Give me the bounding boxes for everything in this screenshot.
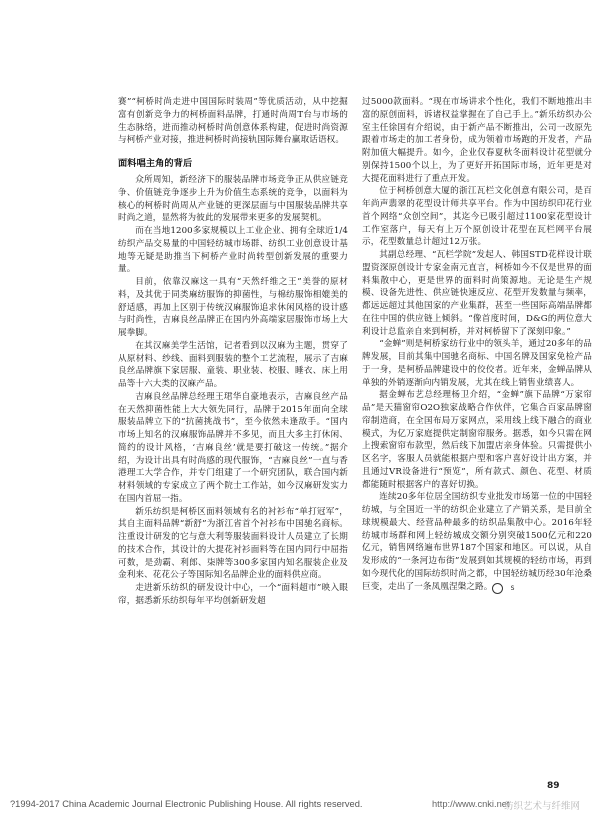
paragraph: 新乐纺织是柯桥区面料领域有名的衬衫布“单打冠军”，其自主面料品牌“新舒”为浙江省首个衬衫布中国驰名商标。注重设计研发的它与意大利等服装面料设计人员建立了长期的技术合作，其设计的大提花衬衫面料等在国内同行中屈指可数，是劲霸、利郎、柒牌等300多家国内知名服装企业及金利来、花花公子等国际知名品牌企业的面料供应商。 (118, 506, 348, 581)
paragraph: 而在当地1200多家规模以上工业企业、拥有全球近1/4纺织产品交易量的中国轻纺城市场群、纺织工业创意设计基地等无疑是助推当下柯桥产业时尚转型创新发展的重要力量。 (118, 226, 348, 275)
paragraph: 目前，依靠汉麻这一具有“天然纤维之王”美誉的原材料，及其优于同类麻纺服饰的抑菌性，与棉纺服饰相媲美的舒适感，再加上区别于传统汉麻服饰追求休闲风格的设计感与时尚性，吉麻良丝品牌正在国内外高端家居服饰市场上大展拳脚。 (118, 277, 348, 338)
paragraph: 在其汉麻美学生活馆，记者看到以汉麻为主题，贯穿了从原材料、纱线、面料到服装的整个工艺流程，展示了吉麻良丝品牌旗下家居服、童装、职业装、校服、睡衣、床上用品等十六大类的汉麻产品。 (118, 340, 348, 389)
paragraph: “金蝉”则是柯桥家纺行业中的领头羊，通过20多年的品牌发展，目前其集中国驰名商标、中国名牌及国家免检产品于一身，是柯桥品牌建设中的佼佼者。近年来，金蝉品牌从单独的外销逐渐向内销发展，尤其在线上销售业绩喜人。 (362, 339, 592, 388)
paragraph: 走进新乐纺织的研发设计中心，一个“面料超市”映入眼帘，据悉新乐纺织每年平均创新研发超 (118, 583, 348, 606)
site-link[interactable]: http://www.cnki.net (432, 799, 510, 809)
paragraph: 赛”“柯桥时尚走进中国国际时装周”等优质活动，从中挖掘富有创新竞争力的柯桥面料品牌，打通时尚周T台与市场的生态脉络，进而推动柯桥时尚创意体系构建，促进时尚资源与柯桥产业对接，推进柯桥时尚接轨国际舞台赢取话语权。 (118, 97, 348, 146)
end-mark-icon: S (492, 583, 503, 594)
section-heading: 面料唱主角的背后 (118, 158, 193, 169)
left-column (118, 96, 348, 608)
paragraph: 其副总经理、“瓦栏学院”发起人、韩国STD花样设计联盟资深原创设计专家金南元直言，柯桥如今不仅是世界的面料集散中心，更是世界的面料时尚策源地。无论是生产规模、设备先进性、供应链快速反应、花型开发数量与频率，都远远超过其他国家的产业集群，甚至一些国际高端品牌都在往中国的供应链上倾斜。“像首度时间，D&G的两位意大利设计总监亲自来到柯桥，并对柯桥留下了深刻印象。” (362, 250, 592, 337)
paragraph: 众所周知，新经济下的服装品牌市场竞争正从供应链竞争、价值链竞争逐步上升为价值生态系统的竞争，以面料为核心的柯桥时尚周从产业链的更深层面与中国服装品牌共享时尚之道，显然将为彼此的发展带来更多的发展契机。 (118, 175, 348, 224)
paragraph: 吉麻良丝品牌总经理王珺华自豪地表示，吉麻良丝产品在天然抑菌性能上大大领先同行，品牌于2015年面向全球服装品牌立下的“抗菌挑战书”，至今依然未逢敌手。“国内市场上知名的汉麻服饰品牌并不多见，而且大多主打休闲、简约的设计风格，‘吉麻良丝’就是要打破这一传统。”据介绍，为设计出具有时尚感的现代服饰，“吉麻良丝”一直与香港理工大学合作，并专门组建了一个研究团队，联合国内新材料领域的专家成立了两个院士工作站，如今汉麻研发实力在国内首屈一指。 (118, 391, 348, 504)
paragraph (362, 491, 592, 593)
copyright-notice: ?1994-2017 China Academic Journal Electronic Publishing House. All rights reserved. (10, 799, 363, 809)
paragraph: 据金蝉布艺总经理杨卫介绍，“金蝉”旗下品牌“万家帘品”是天猫窗帘O2O独家战略合作伙伴，它集合百家品牌窗帘制造商，在全国布局万家网点，采用线上线下融合的商业模式，为亿万家庭提供定制窗帘服务。据悉，如今只需在网上搜索窗帘布款型，然后线下加盟店亲身体验。只需提供小区名字，客服人员就能根据户型和客户喜好设计出方案，并且通过VR设备进行“预览”，所有款式、颜色、花型、材质都能随时根据客户的喜好切换。 (362, 390, 592, 490)
right-column (362, 96, 592, 594)
watermark: 纺织艺术与纤维网 (504, 801, 581, 812)
page-number: 89 (547, 781, 560, 791)
paragraph-text: 连续20多年位居全国纺织专业批发市场第一位的中国轻纺城，与全国近一半的纺织企业建立了产销关系，是目前全球规模最大、经营品种最多的纺织品集散中心。2016年轻纺城市场群和网上轻纺城成交额分别突破1500亿元和220亿元，销售网络遍布世界187个国家和地区。可以说，从自发形成的“一条河边布街”发展到如其规模的轻纺市场，再到如今现代化的国际纺织时尚之都，中国轻纺城历经30年沧桑巨变，走出了一条凤凰涅槃之路。 (362, 492, 592, 592)
paragraph: 过5000款面料。“现在市场讲求个性化，我们不断地推出丰富的原创面料，诉诸权益掌握在了自己手上。”新乐纺织办公室主任徐国有介绍说，由于新产品不断推出，公司一改原先跟着市场走的加工者身份，成为领着市场跑的开发者，产品附加值大幅提升。如今，企业仅春夏秋冬面料设计花型就分别保持1500个以上，为了更好开拓国际市场，近年更是对大提花面料进行了重点开发。 (362, 97, 592, 184)
paragraph: 位于柯桥创意大厦的浙江瓦栏文化创意有限公司，是百年尚声翡翠的花型设计师共享平台。作为中国纺织印花行业首个网络“众创空间”，其迄今已吸引超过1100家花型设计工作室落户，每天有上万个原创设计花型在瓦栏网平台展示，花型数量总计超过12万张。 (362, 186, 592, 248)
